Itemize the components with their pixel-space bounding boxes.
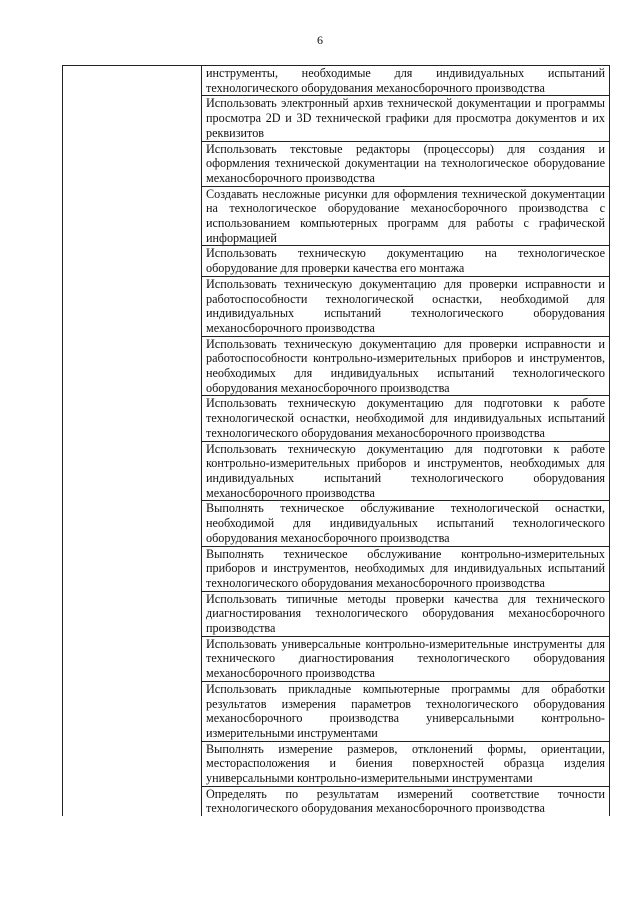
table-cell	[202, 396, 610, 441]
table-row	[63, 66, 610, 96]
table-cell	[202, 336, 610, 396]
skill-text: Выполнять техническое обслуживание контрольно-измерительных приборов и инструментов, необходимых для индивидуальных испытаний технологического оборудования механосборочного производства	[206, 546, 605, 590]
table-cell	[202, 186, 610, 246]
skill-text: инструменты, необходимые для индивидуальных испытаний технологического оборудования механосборочного производства	[206, 66, 605, 95]
table-cell	[202, 741, 610, 786]
table-cell	[202, 546, 610, 591]
skill-text: Использовать текстовые редакторы (процессоры) для создания и оформления технической документации на технологическое оборудование механосборочного производства	[206, 141, 605, 185]
skill-text: Использовать техническую документацию на технологическое оборудование для проверки качества его монтажа	[206, 246, 605, 276]
table-cell	[202, 246, 610, 276]
skill-text: Использовать техническую документацию для проверки исправности и работоспособности контрольно-измерительных приборов и инструментов, необходимых для индивидуальных испытаний технологического оборудования механосборочного производства	[206, 336, 605, 395]
skills-table	[62, 65, 610, 816]
skill-text: Использовать техническую документацию для подготовки к работе технологической оснастки, необходимой для индивидуальных испытаний технологического оборудования механосборочного производства	[206, 396, 605, 440]
table-left-column-cell	[63, 66, 202, 817]
table-cell	[202, 786, 610, 816]
table-cell	[202, 501, 610, 546]
table-cell	[202, 96, 610, 141]
skill-text: Использовать техническую документацию для проверки исправности и работоспособности технологической оснастки, необходимой для индивидуальных испытаний технологического оборудования механосборочного производства	[206, 276, 605, 335]
table-cell	[202, 591, 610, 636]
table-cell	[202, 276, 610, 336]
skill-text: Определять по результатам измерений соответствие точности технологического оборудования механосборочного производства	[206, 786, 605, 816]
table-cell	[202, 441, 610, 501]
table-cell	[202, 681, 610, 741]
skill-text: Использовать типичные методы проверки качества для технического диагностирования технологического оборудования механосборочного производства	[206, 591, 605, 636]
skill-text: Создавать несложные рисунки для оформления технической документации на технологическое оборудование механосборочного производства с использованием компьютерных программ для работы с графической информацией	[206, 186, 605, 245]
skill-text: Использовать техническую документацию для подготовки к работе контрольно-измерительных приборов и инструментов, необходимых для индивидуальных испытаний технологического оборудования механосборочного производства	[206, 441, 605, 500]
table-cell	[202, 141, 610, 186]
table-cell	[202, 636, 610, 681]
skill-text: Выполнять измерение размеров, отклонений формы, ориентации, месторасположения и биения поверхностей образца изделия универсальными контрольно-измерительными инструментами	[206, 741, 605, 786]
skill-text: Использовать прикладные компьютерные программы для обработки результатов измерения параметров технологического оборудования механосборочного производства универсальными контрольно-измерительными инструментами	[206, 681, 605, 740]
skill-text: Выполнять техническое обслуживание технологической оснастки, необходимой для индивидуальных испытаний технологического оборудования механосборочного производства	[206, 501, 605, 545]
skill-text: Использовать универсальные контрольно-измерительные инструменты для технического диагностирования технологического оборудования механосборочного производства	[206, 636, 605, 681]
table-cell	[202, 66, 610, 96]
page-number: 6	[317, 33, 323, 47]
skill-text: Использовать электронный архив технической документации и программы просмотра 2D и 3D технической графики для просмотра документов и их реквизитов	[206, 96, 605, 140]
